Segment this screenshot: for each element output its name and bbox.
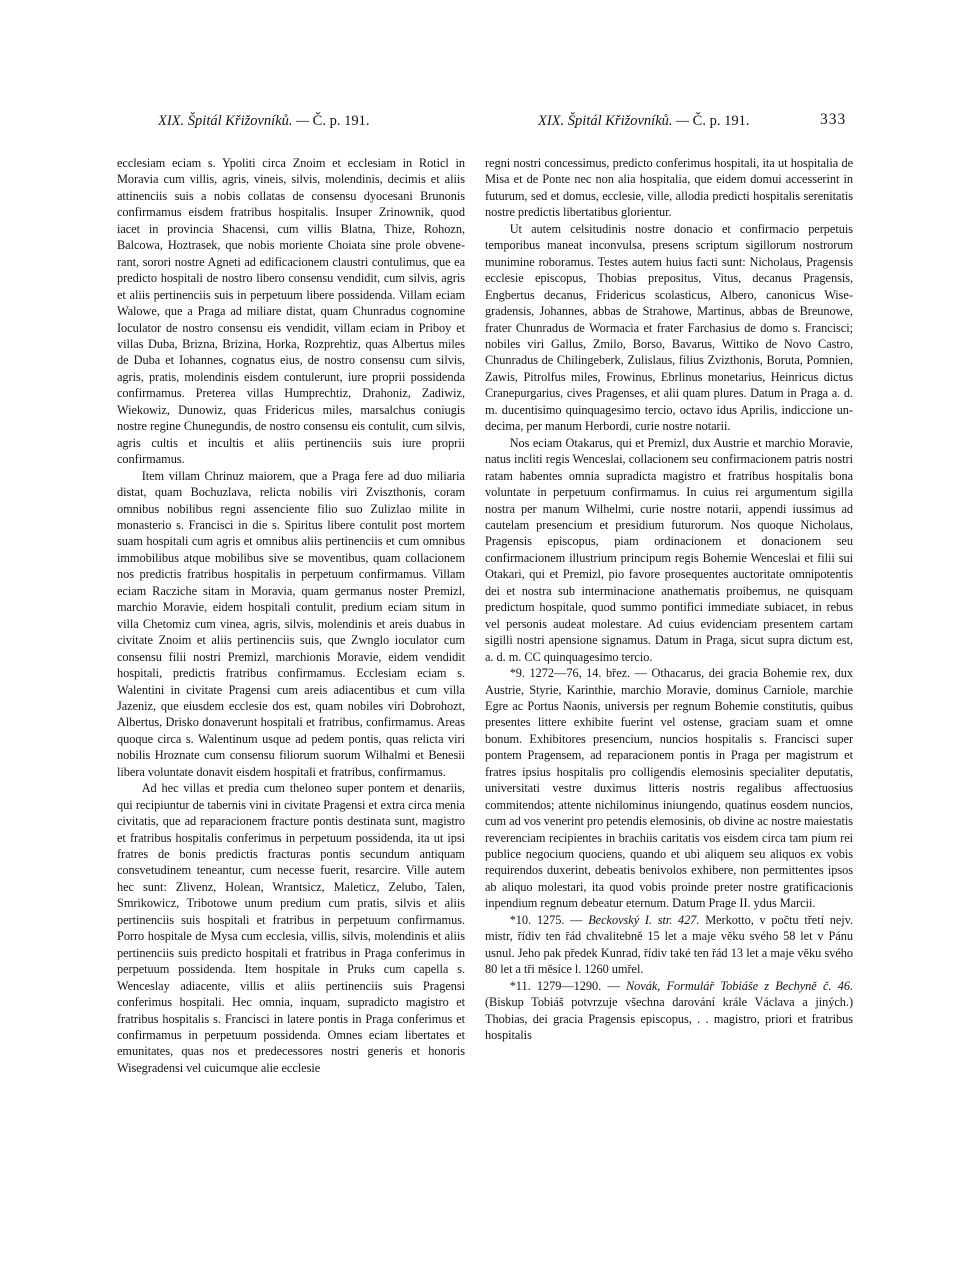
item-date: 1272—76, 14. břez.	[529, 666, 631, 681]
running-head-right-title: XIX. Špitál Křižovníků. —	[538, 113, 693, 129]
item-date: 1279—1290.	[536, 978, 602, 993]
running-head-left	[158, 112, 369, 130]
item-text: Merkotto, v počtu třetí nejv. mistr, řídiv ten řád chvalitebně 15 let a maje věku svého 58 let v Pánu usnul. Jeho pak předek Kunrad, řídiv také ten řád 13 let a maje věku svého 80 let a tři měsíce l. 1260 umřel.	[485, 912, 853, 977]
paragraph: Item villam Chrinuz maiorem, que a Praga fere ad duo miliaria distat, quam Bochuzlava, relicta nobilis viri Zviszthonis, coram omnibus nobilibus regni assenciente filio suo Zulizlao milite in monasterio s. Francisci in die s. Spiritus libere contulit post mortem suam hospitali cum agris et omnibus aliis pertinenciis et cum omnibus immobilibus atque mobilibus sive se moventibus, quam collacionem nos predictis fratribus hospitalis in perpetuum confirmamus. Villam eciam Racziche sitam in Moravia, quam germanus noster Premizl, marchio Moravie, eidem hospitali contulit, predium eciam situm in villa Chetomiz cum vinea, agris, silvis, molendinis et areis duabus in civitate Znoim et aliis pertinenciis suis, que Zwnglo ioculator cum consensu filii nostri Premizl, marchionis Moravie, eidem vendidit hospitali, predictis fratribus confirmamus. Ecclesiam eciam s. Walentini in civitate Pragensi cum areis adiacentibus et cum villa Jazeniz, que eiusdem ecclesie dos est, quam nobiles viri Dobrohozt, Albertus, Drisko donaverunt hospitali et fratribus, confirmamus. Areas quoque circa s. Walentinum usque ad pedem pontis, quas relicta viri nobilis Hroznate cum consensu filiorum suorum Wilhalmi et Benesii libera voluntate donavit eisdem hospitali et fratribus, confirmamus.	[117, 468, 465, 779]
paragraph: regni nostri concessimus, predicto conferimus hospitali, ita ut hospitalia de Misa et de Ponte nec non alia hospitalia, que eidem domui accesserint in futurum, sed et domus, ecclesie, ville, allodia predicti hospitalis serenitatis nostre predictis libertatibus glorientur.	[485, 156, 853, 220]
item-note: (Biskup Tobiáš potvrzuje všechna darování krále Václava a jiných.)	[485, 995, 853, 1010]
charter-item-10: *10. 1275. — Beckovský I. str. 427. Merkotto, v počtu třetí nejv. mistr, řídiv ten řád chvalitebně 15 let a maje věku svého 58 let v Pánu usnul. Jeho pak předek Kunrad, řídiv také ten řád 13 let a maje věku svého 80 let a tři měsíce l. 1260 umřel.	[485, 912, 853, 977]
charter-item-11: *11. 1279—1290. — Novák, Formulář Tobiáše z Bechyně č. 46. (Biskup Tobiáš potvrzuje všechna darování krále Václava a jiných.) Thobias, dei gracia Pragensis episcopus, . . magistro, priori et fratribus hospitalis	[485, 978, 853, 1043]
running-head-left-title: XIX. Špitál Křižovníků. —	[158, 113, 313, 129]
paragraph: Ad hec villas et predia cum theloneo super pontem et denariis, qui recipiuntur de tabernis vini in civitate Pragensi et extra circa menia civitatis, que ad reparacionem fracture pontis destinata sunt, magistro et fratribus hospitalis conferimus in perpetuum possidenda, ita ut ipsi fratres de bonis predictis fracturas pontis secundum antiquam consvetudinem teneantur, cum necesse fuerit, resarcire. Ville autem hec sunt: Zlivenz, Holean, Wrantsicz, Maleticz, Zelubo, Talen, Smrikowicz, Tribotowe unum predium cum pratis, silvis et aliis pertinenciis suis hospitali et fratribus in perpetuum confirmamus. Porro hospitale de Mysa cum ecclesia, villis, silvis, molendinis et aliis pertinenciis suis predicto hospitali et fratribus in Praga conferimus in perpetuum possidenda. Item hospitale in Pruks cum capella s. Wenceslay adiacente, villis et aliis pertinenciis suis Pragensi conferimus hospitali. Hec omnia, inquam, supradicto magistro et fratribus hospitalis s. Francisci in latere pontis in Praga conferimus et confirmamus in perpetuum possidenda. Omnes eciam libertates et emunitates, quas nos et predecessores nostri generis et honoris Wisegradensi vel cuicumque alie ecclesie	[117, 781, 465, 1075]
item-number: *11.	[509, 978, 531, 993]
page-number: 333	[820, 111, 847, 128]
item-source: Novák, Formulář Tobiáše z Bechyně č. 46.	[626, 978, 853, 993]
right-column	[485, 155, 853, 1043]
item-number: *10.	[509, 912, 532, 927]
running-head-right-cp: Č. p. 191.	[692, 113, 750, 129]
item-number: *9.	[509, 666, 525, 681]
left-column	[117, 155, 465, 1076]
paragraph: Ut autem celsitudinis nostre donacio et confirmacio perpetuis temporibus maneat inconvulsa, presens scriptum sigillorum nostrorum munimine roboramus. Testes autem huius facti sunt: Nicholaus, Pragensis ecclesie episcopus, Thobias prepositus, Vitus, decanus Pragensis, Engbertus decanus, Fridericus scolasticus, Albero, canonicus Wisegradensis, Johannes, abbas de Strahowe, Martinus, abbas de Breunowe, frater Chunradus de Wormacia et frater Farchasius de domo s. Francisci; nobiles viri Gallus, Zmilo, Borso, Bavarus, Wittiko de Novo Castro, Chunradus de Chilingeberk, Zulislaus, filius Zvizthonis, Boruta, Pomnien, Zawis, Pitrolfus miles, Frowinus, Ebrlinus monetarius, Heinricus dictus Cranepurgarius, cives Pragenses, et alii quam plures. Datum in Praga a. d. m. ducentisimo quinquagesimo tercio, octavo idus Aprilis, indiccione undecima, per manum Herbordi, curie nostre notarii.	[485, 221, 853, 434]
item-text: Thobias, dei gracia Pragensis episcopus, . . magistro, priori et fratribus hospitalis	[485, 1011, 853, 1043]
paragraph: Nos eciam Otakarus, qui et Premizl, dux Austrie et marchio Moravie, natus incliti regis Wenceslai, collacionem seu confirmacionem patris nostri ratam habentes omnia supradicta magistro et fratribus hospitalis bona voluntate in perpetuum confirmamus. In cuius rei argumentum sigilla nostra per manum Wilhelmi, curie nostre notarii, appendi iussimus ad cautelam presencium et presidium futurorum. Nos quoque Nicholaus, Pragensis episcopus, piam ordinacionem et donacionem seu confirmacionem illustrium principum regis Bohemie Wenceslai et filii sui Otakari, qui et Premizl, pio favore prosequentes auctoritate omnipotentis dei et nostra sub interminacione anathematis proibemus, ne quisquam predictum hospitale, quod summo pontifici immediate subiacet, in rebus vel personis audeat molestare. Ad cuius evidenciam presentem cartam sigilli nostri apensione signamus. Datum in Praga, sicut supra dictum est, a. d. m. CC quinquagesimo tercio.	[485, 435, 853, 664]
item-date: 1275.	[536, 912, 565, 927]
item-source: Beckovský I. str. 427.	[588, 912, 700, 927]
charter-item-9: *9. 1272—76, 14. břez. — Othacarus, dei gracia Bohemie rex, dux Austrie, Styrie, Karinthie, marchio Moravie, dominus Carniole, marchie Egre ac Portus Naonis, universis per regnum Bohemie constitutis, quibus presentes littere exhibite fuerint vel ostense, graciam suam et omne bonum. Exhibitores presencium, nuncios hospitalis s. Francisci super pontem Pragensem, ad reparacionem pontis in Praga per magistrum et fratres ipsius hospitalis pro colligendis elemosinis specialiter deputatis, universitati vestre duximus litteris nostris regalibus affectuosius commitendos; attente nichilominus iniungendo, quatinus eosdem nuncios, cum ad vos venerint pro petendis elemosinis, ob divine ac nostre maiestatis reverenciam recipientes in brachiis caritatis vos eisdem circa tam pium rei publice negocium quociens, quando et ubi aliquem seu aliquos ex vobis requirendos duxerint, debeatis benivolos exhibere, non permittentes ipsos ab aliquo molestari, ita quod vobis proinde preter nostre gratificacionis inpendium regnum debeatur eternum. Datum Prage II. ydus Marcii.	[485, 666, 854, 911]
paragraph: ecclesiam eciam s. Ypoliti circa Znoim et ecclesiam in Roticl in Moravia cum villis, agris, vineis, silvis, molendinis, decimis et aliis attinenciis suis a nobis collatas de consensu dyocesani Brunonis confirmamus eisdem fratribus hospitalis. Insuper Zrinownik, quod iacet in provincia Shacensi, cum villis Blatna, Thize, Rohozn, Balcowa, Hoztrasek, que nobis moriente Choiata sine prole obvenerant, sorori nostre Agneti ad edificacionem claustri contulimus, que ea predicto hospitali de nostro libero consensu vendidit, cum silvis, agris et aliis pertinenciis suis in perpetuum libere possidenda. Villam eciam Walowe, que a Praga ad miliare distat, quam Chunradus cognomine Ioculator de nostro consensu eis vendidit, villam eciam in Priboy et villas Duba, Brizna, Brizina, Horka, Rozprehtiz, quas Albertus miles de Duba et Iohannes, cognatus eius, de nostro consensu cum silvis, agris, pratis, molendinis eisdem contulerunt, iure proprii possidenda confirmamus. Preterea villas Humprechtiz, Drahoniz, Zadiwiz, Wiekowiz, Dunowiz, quas Fridericus miles, marsalchus coniugis nostre regine Chunegundis, de nostro consensu eis contulit, cum silvis, agris cultis et incultis et aliis pertinenciis suis iure proprii confirmamus.	[117, 156, 465, 467]
item-text: Othacarus, dei gracia Bohemie rex, dux Austrie, Styrie, Karinthie, marchio Moravie, dominus Carniole, marchie Egre ac Portus Naonis, universis per regnum Bohemie constitutis, quibus presentes littere exhibite fuerint vel ostense, graciam suam et omne bonum. Exhibitores presencium, nuncios hospitalis s. Francisci super pontem Pragensem, ad reparacionem pontis in Praga per magistrum et fratres ipsius hospitalis pro colligendis elemosinis specialiter deputatis, universitati vestre duximus litteris nostris regalibus affectuosius commitendos; attente nichilominus iniungendo, quatinus eosdem nuncios, cum ad vos venerint pro petendis elemosinis, ob divine ac nostre maiestatis reverenciam recipientes in brachiis caritatis vos eisdem circa tam pium rei publice negocium quociens, quando et ubi aliquem seu aliquos ex vobis requirendos duxerint, debeatis benivolos exhibere, non permittentes ipsos ab aliquo molestari, ita quod vobis proinde preter nostre gratificacionis inpendium regnum debeatur eternum. Datum Prage II. ydus Marcii.	[485, 666, 854, 911]
running-head-right	[538, 112, 749, 130]
running-head-left-cp: Č. p. 191.	[312, 113, 370, 129]
